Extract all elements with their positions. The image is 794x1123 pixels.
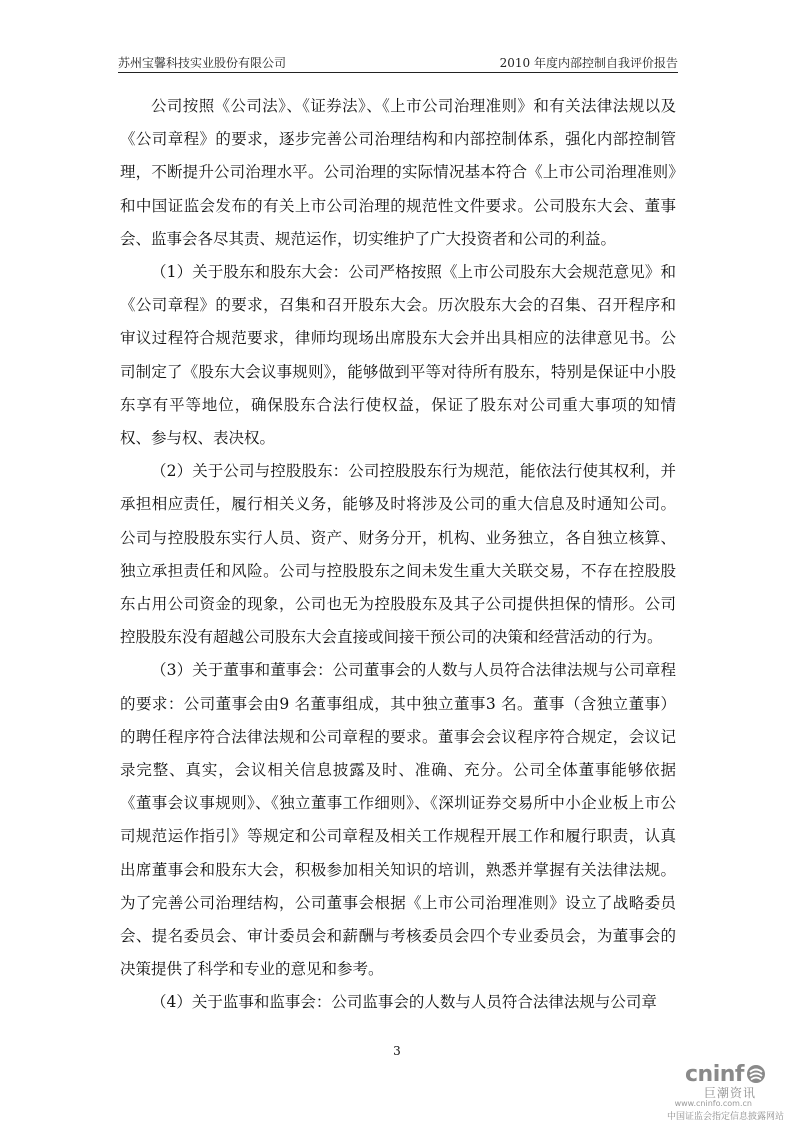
- paragraph-shareholders: （1）关于股东和股东大会：公司严格按照《上市公司股东大会规范意见》和《公司章程》的要求，召集和召开股东大会。历次股东大会的召集、召开程序和审议过程符合规范要求，律师均现场出席股东大会并出具相应的法律意见书。公司制定了《股东大会议事规则》，能够做到平等对待所有股东，特别是保证中小股东享有平等地位，确保股东合法行使权益，保证了股东对公司重大事项的知情权、参与权、表决权。: [120, 263, 676, 448]
- document-body: [120, 90, 676, 1020]
- logo-tagline: 中国证监会指定信息披露网站: [666, 1112, 784, 1122]
- cninfo-logo: [685, 1062, 766, 1086]
- page-header: [118, 52, 678, 73]
- logo-text: cninf: [685, 1061, 744, 1087]
- paragraph-intro: 公司按照《公司法》、《证券法》、《上市公司治理准则》和有关法律法规以及《公司章程》的要求，逐步完善公司治理结构和内部控制体系，强化内部控制管理，不断提升公司治理水平。公司治理的实际情况基本符合《上市公司治理准则》和中国证监会发布的有关上市公司治理的规范性文件要求。公司股东大会、董事会、监事会各尽其责、规范运作，切实维护了广大投资者和公司的利益。: [120, 97, 676, 248]
- page-number: 3: [393, 1044, 401, 1058]
- header-report-title: 2010 年度内部控制自我评价报告: [499, 56, 678, 70]
- cninfo-watermark: [624, 1061, 784, 1122]
- paragraph-supervisors: （4）关于监事和监事会：公司监事会的人数与人员符合法律法规与公司章: [151, 993, 657, 1012]
- logo-url: www.cninfo.com.cn: [674, 1099, 752, 1108]
- header-company-name: 苏州宝馨科技实业股份有限公司: [118, 56, 287, 70]
- paragraph-controlling-shareholder: （2）关于公司与控股股东：公司控股股东行为规范，能依法行使其权利，并承担相应责任，履行相关义务，能够及时将涉及公司的重大信息及时通知公司。公司与控股股东实行人员、资产、财务分开，机构、业务独立，各自独立核算、独立承担责任和风险。公司与控股股东之间未发生重大关联交易，不存在控股股东占用公司资金的现象，公司也无为控股股东及其子公司提供担保的情形。公司控股股东没有超越公司股东大会直接或间接干预公司的决策和经营活动的行为。: [120, 462, 676, 647]
- logo-chinese-name: 巨潮资讯: [703, 1086, 756, 1100]
- cninf-swirl-icon: [746, 1064, 766, 1084]
- paragraph-board: （3）关于董事和董事会：公司董事会的人数与人员符合法律法规与公司章程的要求：公司董事会由9 名董事组成，其中独立董事3 名。董事（含独立董事）的聘任程序符合法律法规和公司章程的要求。董事会会议程序符合规定，会议记录完整、真实，会议相关信息披露及时、准确、充分。公司全体董事能够依据《董事会议事规则》、《独立董事工作细则》、《深圳证券交易所中小企业板上市公司规范运作指引》等规定和公司章程及相关工作规程开展工作和履行职责，认真出席董事会和股东大会，积极参加相关知识的培训，熟悉并掌握有关法律法规。为了完善公司治理结构，公司董事会根据《上市公司治理准则》设立了战略委员会、提名委员会、审计委员会和薪酬与考核委员会四个专业委员会，为董事会的决策提供了科学和专业的意见和参考。: [120, 661, 676, 979]
